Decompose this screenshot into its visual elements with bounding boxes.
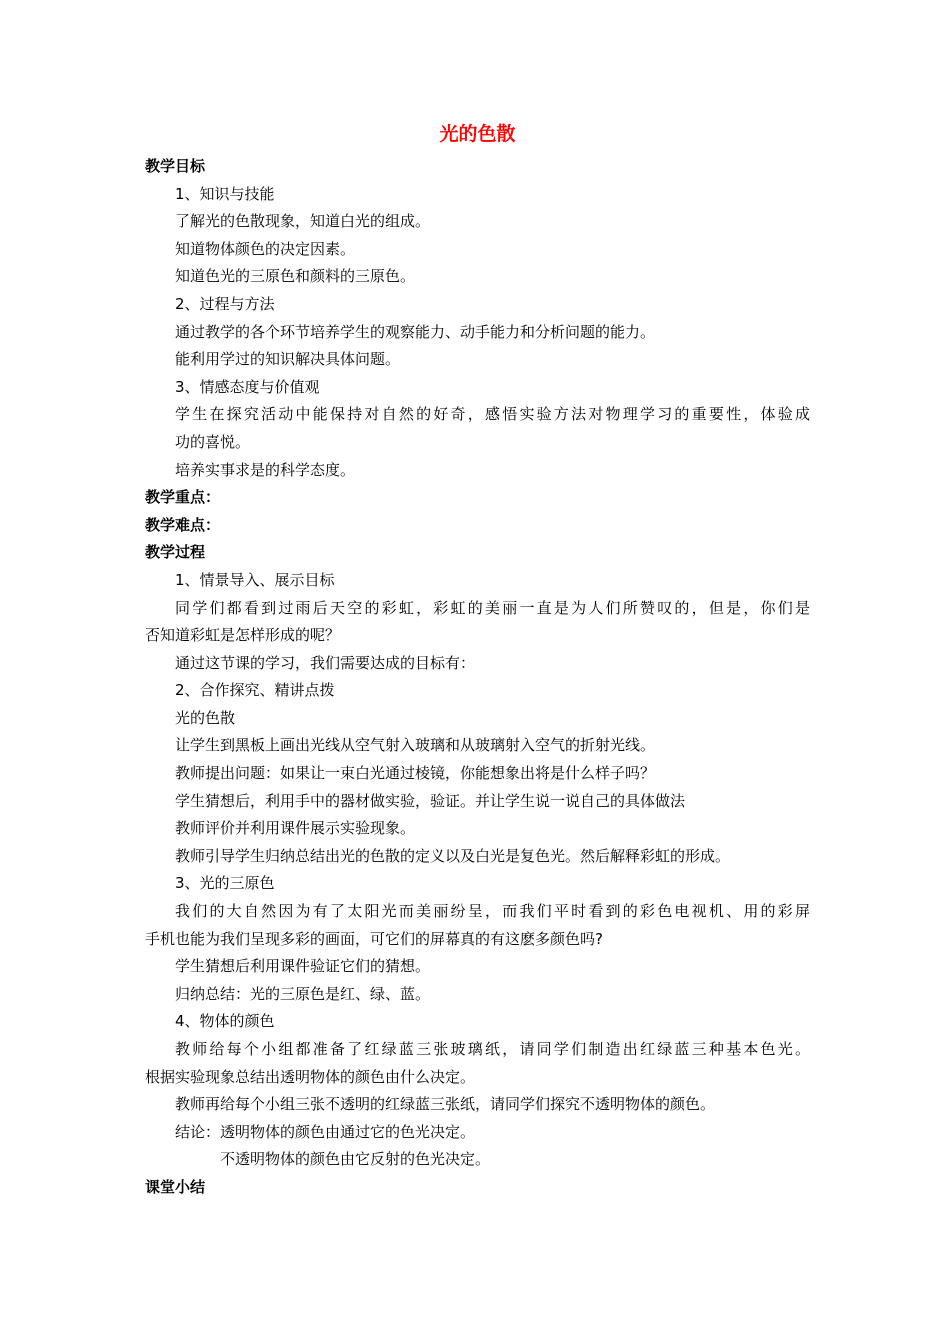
process-step2-item: 教师引导学生归纳总结出光的色散的定义以及白光是复色光。然后解释彩虹的形成。 xyxy=(175,846,731,865)
process-step1: 1、情景导入、展示目标 xyxy=(175,570,335,589)
objectives-sub2-item: 通过教学的各个环节培养学生的观察能力、动手能力和分析问题的能力。 xyxy=(175,322,656,341)
document-page xyxy=(145,121,810,1202)
key-points-heading: 教学重点： xyxy=(145,488,221,507)
process-step2-item: 让学生到黑板上画出光线从空气射入玻璃和从玻璃射入空气的折射光线。 xyxy=(175,736,656,755)
objectives-sub2-item: 能利用学过的知识解决具体问题。 xyxy=(175,350,401,369)
process-step4: 4、物体的颜色 xyxy=(175,1012,275,1031)
process-step4-paragraph: 教师再给每个小组三张不透明的红绿蓝三张纸，请同学们探究不透明物体的颜色。 xyxy=(175,1095,716,1114)
objectives-sub3-item: 培养实事求是的科学态度。 xyxy=(175,460,356,479)
objectives-sub2: 2、过程与方法 xyxy=(175,294,275,313)
objectives-sub3-item-line2: 功的喜悦。 xyxy=(175,432,251,451)
process-step2: 2、合作探究、精讲点拨 xyxy=(175,681,335,700)
objectives-sub3-item-line1: 学生在探究活动中能保持对自然的好奇，感悟实验方法对物理学习的重要性，体验成 xyxy=(175,405,810,424)
objectives-sub1-item: 了解光的色散现象，知道白光的组成。 xyxy=(175,212,431,231)
difficulties-heading: 教学难点： xyxy=(145,515,221,534)
process-step2-item: 教师评价并利用课件展示实验现象。 xyxy=(175,819,416,838)
process-step3-item: 学生猜想后利用课件验证它们的猜想。 xyxy=(175,957,431,976)
process-step1-paragraph-line2: 否知道彩虹是怎样形成的呢？ xyxy=(145,626,341,645)
process-step4-conclusion: 结论：透明物体的颜色由通过它的色光决定。 xyxy=(175,1122,476,1141)
objectives-sub1: 1、知识与技能 xyxy=(175,184,275,203)
process-step4-conclusion: 不透明物体的颜色由它反射的色光决定。 xyxy=(220,1150,491,1169)
objectives-heading: 教学目标 xyxy=(145,157,206,175)
process-step1-paragraph-line1: 同学们都看到过雨后天空的彩虹，彩虹的美丽一直是为人们所赞叹的，但是，你们是 xyxy=(175,598,810,617)
process-step3: 3、光的三原色 xyxy=(175,874,275,893)
process-step2-item: 学生猜想后，利用手中的器材做实验，验证。并让学生说一说自己的具体做法 xyxy=(175,791,686,810)
process-step2-item: 光的色散 xyxy=(175,708,236,727)
process-step4-paragraph-line2: 根据实验现象总结出透明物体的颜色由什么决定。 xyxy=(145,1067,476,1086)
objectives-sub3: 3、情感态度与价值观 xyxy=(175,377,320,396)
process-step2-item: 教师提出问题：如果让一束白光通过棱镜，你能想象出将是什么样子吗？ xyxy=(175,764,656,783)
process-step3-item: 归纳总结：光的三原色是红、绿、蓝。 xyxy=(175,984,431,1003)
process-step1-paragraph: 通过这节课的学习，我们需要达成的目标有： xyxy=(175,653,476,672)
process-step3-paragraph-line2: 手机也能为我们呈现多彩的画面，可它们的屏幕真的有这麽多颜色吗? xyxy=(145,929,603,948)
objectives-sub1-item: 知道物体颜色的决定因素。 xyxy=(175,239,356,258)
process-heading: 教学过程 xyxy=(145,543,206,562)
process-step3-paragraph-line1: 我们的大自然因为有了太阳光而美丽纷呈，而我们平时看到的彩色电视机、用的彩屏 xyxy=(175,902,810,921)
summary-heading: 课堂小结 xyxy=(145,1177,206,1196)
process-step4-paragraph-line1: 教师给每个小组都准备了红绿蓝三张玻璃纸，请同学们制造出红绿蓝三种基本色光。 xyxy=(175,1040,810,1058)
document-title: 光的色散 xyxy=(439,123,516,145)
objectives-sub1-item: 知道色光的三原色和颜料的三原色。 xyxy=(175,267,416,286)
